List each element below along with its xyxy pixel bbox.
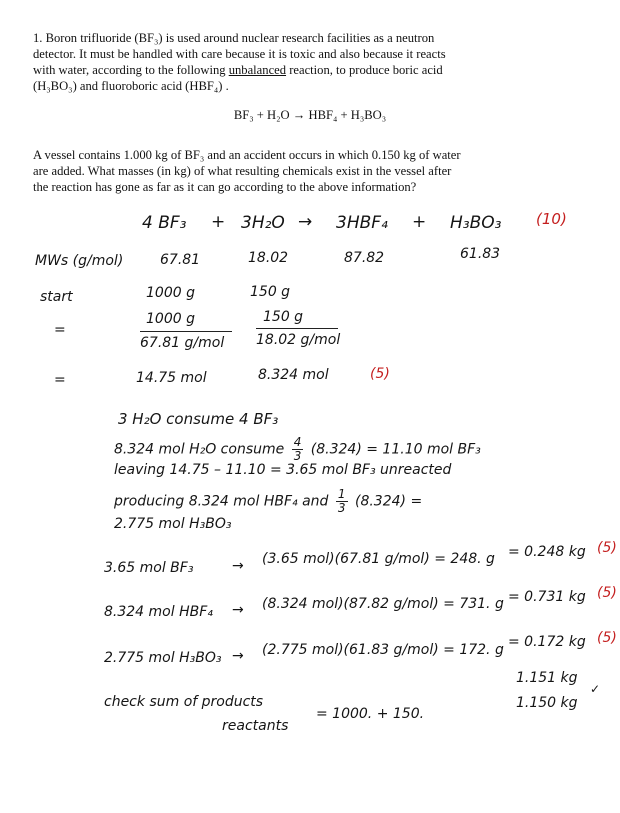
question-line-2: are added. What masses (in kg) of what resulting chemicals exist in the vessel after [33,164,452,178]
mw-h3bo3: 61.83 [460,246,501,262]
score-moles: (5) [370,366,390,382]
mass2-arrow: → [232,602,244,618]
score-mass1: (5) [597,540,617,556]
question-line-1: A vessel contains 1.000 kg of BF₃ and an accident occurs in which 0.150 kg of water [33,148,461,162]
leaving-line: leaving 14.75 – 11.10 = 3.65 mol BF₃ unreacted [114,462,452,478]
stoich-ratio-line: 3 H₂O consume 4 BF₃ [118,410,279,428]
one-third-numerator: 1 [337,487,346,501]
reactants-label: reactants [222,718,289,734]
balanced-term-hbf4: 3HBF₄ [336,213,388,233]
start-bf3: 1000 g [146,285,195,301]
question-line-3: the reaction has gone as far as it can go according to the above information? [33,180,417,194]
consume-line [114,436,481,463]
problem-line-3-pre: with water, according to the following [33,63,229,77]
mw-hbf4: 87.82 [344,250,385,266]
mass2-kg: = 0.731 kg [508,589,586,605]
mass1-calc: (3.65 mol)(67.81 g/mol) = 248. g [262,551,495,567]
score-mass2: (5) [597,585,617,601]
producing-line-post: (8.324) = [354,493,423,510]
moles-h2o: 8.324 mol [258,367,329,383]
frac1-numerator: 1000 g [146,311,195,327]
check-sum-label: check sum of products [104,694,264,710]
consume-line-post: (8.324) = 11.10 mol BF₃ [310,441,481,458]
four-thirds-numerator: 4 [293,435,302,449]
four-thirds-denominator: 3 [293,449,302,463]
mass3-moles: 2.775 mol H₃BO₃ [104,650,222,666]
frac1-bar [140,331,232,332]
check-mark-icon: ✓ [590,682,601,696]
frac1-denominator: 67.81 g/mol [140,335,225,351]
products-sum: 1.151 kg [516,670,578,686]
reactants-sum: 1.150 kg [516,695,578,711]
unbalanced-equation: BF₃ + H₂O → HBF₄ + H₃BO₃ [233,108,387,122]
h3bo3-moles-line: 2.775 mol H₃BO₃ [114,516,232,532]
equals-sign-1: = [54,322,66,338]
mass1-arrow: → [232,558,244,574]
unbalanced-underlined: unbalanced [228,63,287,77]
consume-line-pre: 8.324 mol H₂O consume [114,441,285,458]
equals-sign-2: = [54,372,66,388]
problem-line-1: 1. Boron trifluoride (BF₃) is used around nuclear research facilities as a neutron [33,31,435,45]
mw-bf3: 67.81 [160,252,201,268]
balanced-plus-1: + [211,212,226,232]
problem-line-3-post: reaction, to produce boric acid [286,63,443,77]
four-thirds-fraction [292,436,304,463]
producing-line-pre: producing 8.324 mol HBF₄ and [114,493,329,510]
producing-line [114,488,422,515]
one-third-denominator: 3 [337,501,346,515]
mass2-calc: (8.324 mol)(87.82 g/mol) = 731. g [262,596,504,612]
problem-line-4: (H₃BO₃) and fluoroboric acid (HBF₄) . [33,79,229,93]
score-balance: (10) [536,210,567,228]
start-h2o: 150 g [250,284,291,300]
balanced-arrow: → [298,212,313,232]
frac2-numerator: 150 g [263,309,304,325]
frac2-bar [256,328,338,329]
balanced-term-h3bo3: H₃BO₃ [450,213,502,233]
mass3-calc: (2.775 mol)(61.83 g/mol) = 172. g [262,642,504,658]
mass2-moles: 8.324 mol HBF₄ [104,604,213,620]
start-label: start [40,289,73,305]
problem-line-3 [33,62,593,78]
score-mass3: (5) [597,630,617,646]
reactants-expression: = 1000. + 150. [316,706,425,722]
one-third-fraction [336,488,348,515]
mass1-moles: 3.65 mol BF₃ [104,560,194,576]
mw-h2o: 18.02 [248,250,289,266]
mass3-kg: = 0.172 kg [508,634,586,650]
problem-line-2: detector. It must be handled with care because it is toxic and also because it reacts [33,47,446,61]
balanced-plus-2: + [412,212,427,232]
balanced-term-h2o: 3H₂O [241,213,285,233]
frac2-denominator: 18.02 g/mol [256,332,341,348]
mws-label: MWs (g/mol) [35,253,124,269]
moles-bf3: 14.75 mol [136,370,207,386]
mass3-arrow: → [232,648,244,664]
balanced-term-bf3: 4 BF₃ [142,213,187,233]
mass1-kg: = 0.248 kg [508,544,586,560]
